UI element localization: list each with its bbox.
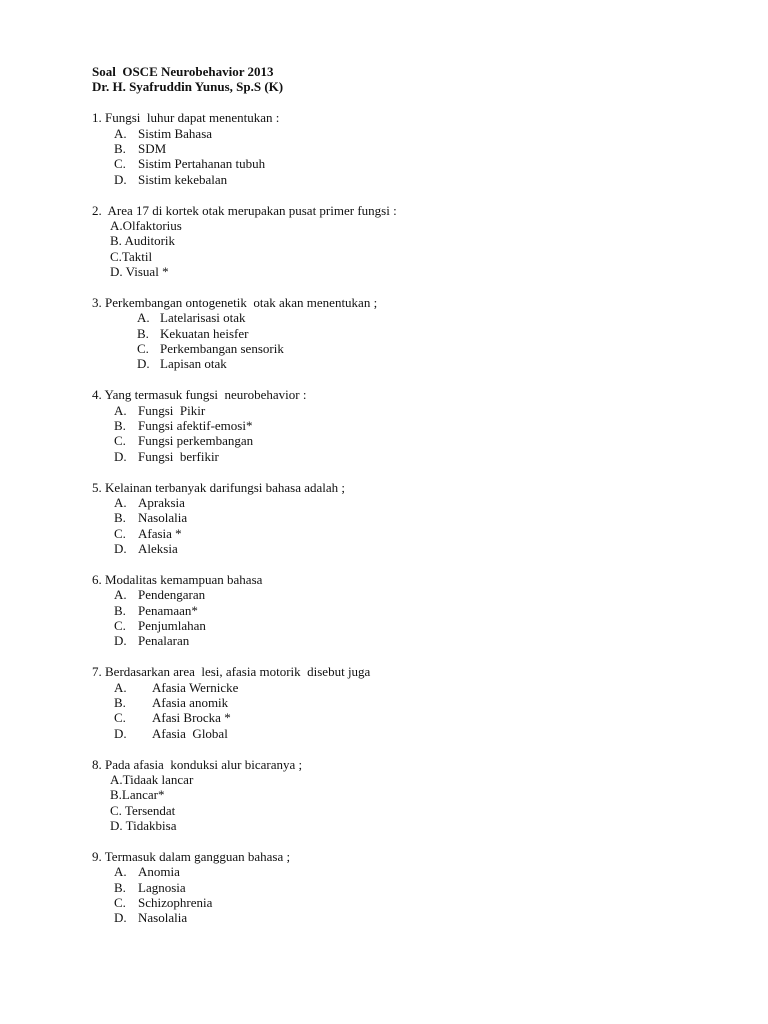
question-5-option-b bbox=[92, 510, 712, 525]
question-3-option-c bbox=[92, 341, 712, 356]
question-3-option-d bbox=[92, 356, 712, 371]
option-text: Sistim kekebalan bbox=[138, 171, 228, 187]
question-2-option-d: D. Visual * bbox=[110, 264, 169, 280]
question-8-stem: 8. Pada afasia konduksi alur bicaranya ; bbox=[92, 756, 303, 772]
option-text: Pendengaran bbox=[138, 587, 206, 603]
option-letter: C. bbox=[114, 156, 126, 172]
question-1-option-a bbox=[92, 126, 712, 141]
question-4-option-b bbox=[92, 418, 712, 433]
question-7-stem: 7. Berdasarkan area lesi, afasia motorik disebut juga bbox=[92, 664, 371, 680]
option-letter: C. bbox=[114, 618, 126, 634]
spacer bbox=[92, 464, 712, 479]
question-4-option-a bbox=[92, 403, 712, 418]
question-9-option-d bbox=[92, 910, 712, 925]
question-2-option-c: C.Taktil bbox=[110, 248, 153, 264]
question-8-option-a: A.Tidaak lancar bbox=[110, 771, 194, 787]
spacer bbox=[92, 372, 712, 387]
option-letter: D. bbox=[114, 910, 127, 926]
option-letter: C. bbox=[137, 341, 149, 357]
question-7-option-b bbox=[92, 695, 712, 710]
question-3-option-b bbox=[92, 326, 712, 341]
option-letter: D. bbox=[114, 541, 127, 557]
option-text: Nasolalia bbox=[138, 510, 188, 526]
option-text: Penjumlahan bbox=[138, 618, 206, 634]
option-letter: A. bbox=[114, 494, 127, 510]
document-title: Soal OSCE Neurobehavior 2013 bbox=[92, 64, 274, 79]
question-1-stem: 1. Fungsi luhur dapat menentukan : bbox=[92, 110, 280, 126]
option-letter: A. bbox=[114, 402, 127, 418]
option-text: Lagnosia bbox=[138, 879, 186, 895]
spacer bbox=[92, 834, 712, 849]
option-text: Afasia Wernicke bbox=[152, 679, 239, 695]
spacer bbox=[92, 95, 712, 110]
option-text: Afasia Global bbox=[152, 725, 228, 741]
question-5-option-a bbox=[92, 495, 712, 510]
option-letter: C. bbox=[114, 710, 126, 726]
question-8-option-c: C. Tersendat bbox=[110, 802, 176, 818]
question-5-option-c bbox=[92, 526, 712, 541]
question-2-option-b: B. Auditorik bbox=[110, 233, 176, 249]
spacer bbox=[92, 741, 712, 756]
option-text: Afasi Brocka * bbox=[152, 710, 231, 726]
option-letter: A. bbox=[114, 587, 127, 603]
option-letter: B. bbox=[137, 325, 149, 341]
question-9-stem: 9. Termasuk dalam gangguan bahasa ; bbox=[92, 848, 291, 864]
option-letter: A. bbox=[137, 310, 150, 326]
question-9-option-c bbox=[92, 895, 712, 910]
question-1-option-b bbox=[92, 141, 712, 156]
option-text: Fungsi perkembangan bbox=[138, 433, 254, 449]
option-letter: B. bbox=[114, 602, 126, 618]
option-letter: D. bbox=[114, 171, 127, 187]
option-letter: D. bbox=[114, 633, 127, 649]
option-letter: A. bbox=[114, 679, 127, 695]
spacer bbox=[92, 557, 712, 572]
question-2-stem: 2. Area 17 di kortek otak merupakan pusat primer fungsi : bbox=[92, 202, 397, 218]
question-7-option-c bbox=[92, 710, 712, 725]
option-letter: A. bbox=[114, 125, 127, 141]
question-4-option-d bbox=[92, 449, 712, 464]
question-4-stem: 4. Yang termasuk fungsi neurobehavior : bbox=[92, 387, 307, 403]
option-text: Sistim Bahasa bbox=[138, 125, 213, 141]
question-7-option-a bbox=[92, 680, 712, 695]
question-6-option-b bbox=[92, 603, 712, 618]
option-text: Sistim Pertahanan tubuh bbox=[138, 156, 266, 172]
option-text: Nasolalia bbox=[138, 910, 188, 926]
spacer bbox=[92, 279, 712, 294]
question-5-stem: 5. Kelainan terbanyak darifungsi bahasa adalah ; bbox=[92, 479, 346, 495]
question-2-option-a: A.Olfaktorius bbox=[110, 217, 182, 233]
question-4-option-c bbox=[92, 433, 712, 448]
option-text: Apraksia bbox=[138, 494, 185, 510]
option-letter: C. bbox=[114, 525, 126, 541]
option-letter: D. bbox=[114, 725, 127, 741]
option-text: Schizophrenia bbox=[138, 895, 213, 911]
option-text: Aleksia bbox=[138, 541, 178, 557]
option-text: Penalaran bbox=[138, 633, 190, 649]
option-letter: B. bbox=[114, 510, 126, 526]
option-text: Fungsi berfikir bbox=[138, 448, 219, 464]
question-8-option-b: B.Lancar* bbox=[110, 787, 165, 803]
option-letter: C. bbox=[114, 433, 126, 449]
option-letter: D. bbox=[137, 356, 150, 372]
spacer bbox=[92, 649, 712, 664]
option-text: Lapisan otak bbox=[160, 356, 227, 372]
option-letter: B. bbox=[114, 695, 126, 711]
option-text: Kekuatan heisfer bbox=[160, 325, 249, 341]
option-letter: B. bbox=[114, 140, 126, 156]
option-text: Perkembangan sensorik bbox=[160, 341, 284, 357]
option-text: Latelarisasi otak bbox=[160, 310, 246, 326]
question-5-option-d bbox=[92, 541, 712, 556]
question-7-option-d bbox=[92, 726, 712, 741]
question-1-option-c bbox=[92, 156, 712, 171]
document-page bbox=[92, 64, 712, 926]
question-6-stem: 6. Modalitas kemampuan bahasa bbox=[92, 571, 263, 587]
option-text: SDM bbox=[138, 140, 167, 156]
question-3-option-a bbox=[92, 310, 712, 325]
option-text: Fungsi afektif-emosi* bbox=[138, 417, 253, 433]
question-1-option-d bbox=[92, 172, 712, 187]
question-3-stem: 3. Perkembangan ontogenetik otak akan menentukan ; bbox=[92, 294, 378, 310]
option-text: Afasia * bbox=[138, 525, 182, 541]
question-6-option-a bbox=[92, 587, 712, 602]
option-text: Penamaan* bbox=[138, 602, 198, 618]
option-text: Anomia bbox=[138, 864, 180, 880]
question-9-option-a bbox=[92, 864, 712, 879]
question-6-option-c bbox=[92, 618, 712, 633]
question-8-option-d: D. Tidakbisa bbox=[110, 818, 177, 834]
option-letter: B. bbox=[114, 417, 126, 433]
question-9-option-b bbox=[92, 880, 712, 895]
option-text: Fungsi Pikir bbox=[138, 402, 206, 418]
option-letter: D. bbox=[114, 448, 127, 464]
question-6-option-d bbox=[92, 633, 712, 648]
option-letter: A. bbox=[114, 864, 127, 880]
option-text: Afasia anomik bbox=[152, 695, 229, 711]
option-letter: B. bbox=[114, 879, 126, 895]
option-letter: C. bbox=[114, 895, 126, 911]
document-author: Dr. H. Syafruddin Yunus, Sp.S (K) bbox=[92, 79, 284, 95]
spacer bbox=[92, 187, 712, 202]
